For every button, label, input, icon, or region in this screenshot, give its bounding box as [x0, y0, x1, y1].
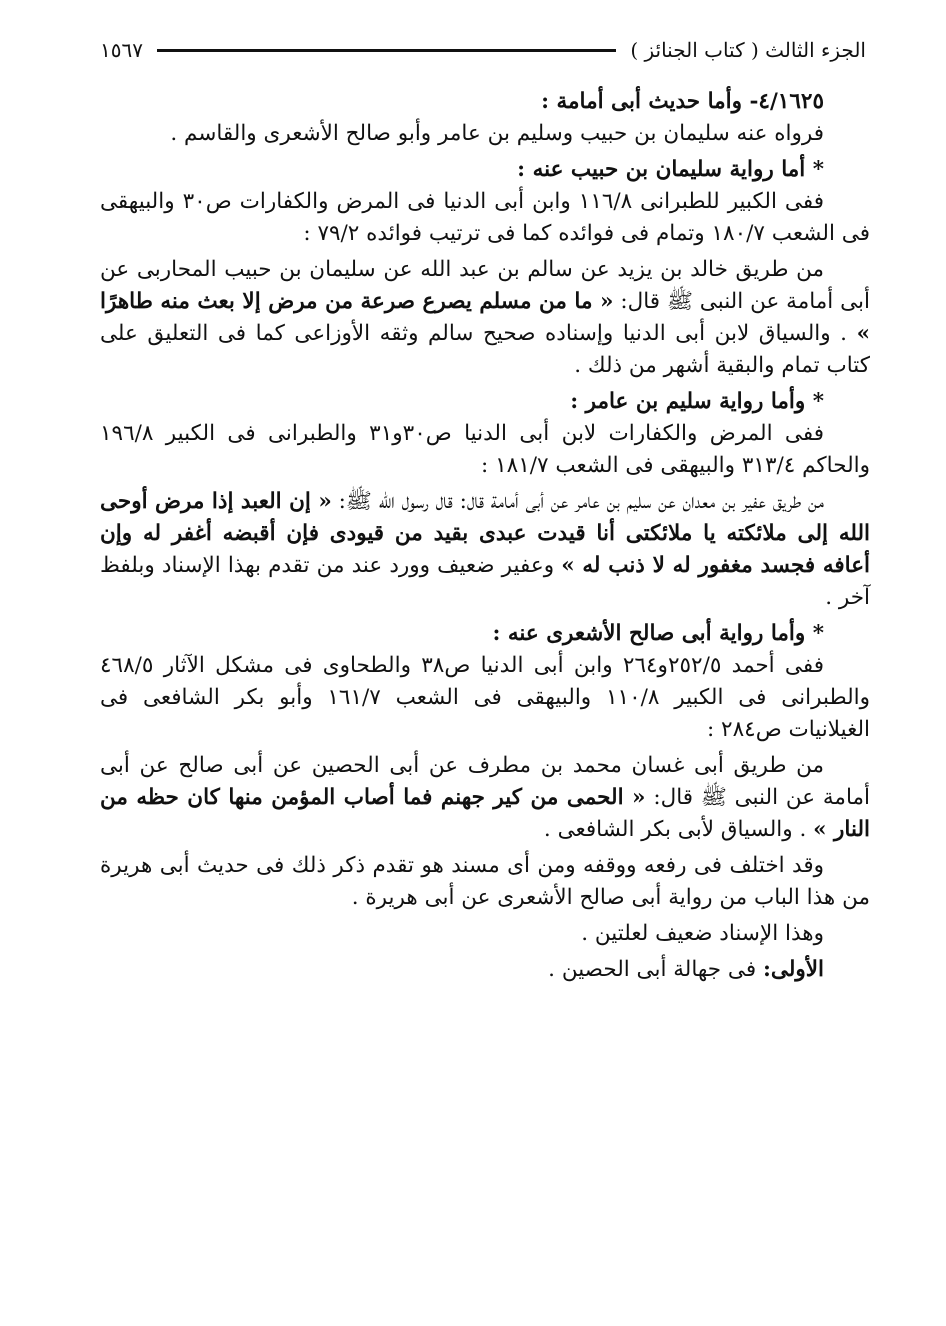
paragraph-text: فى جهالة أبى الحصين . [548, 957, 763, 982]
paragraph-text: من طريق خالد بن يزيد عن سالم بن عبد الله عن سليمان بن حبيب المحاربى عن أبى أمامة عن النبى ﷺ قال: [100, 257, 871, 314]
section-heading: * وأما رواية أبى صالح الأشعرى عنه : [492, 621, 824, 646]
paragraph-text: . والسياق لابن أبى الدنيا وإسناده صحيح سالم وثقه الأوزاعى كما فى التعليق على كتاب تمام والبقية أشهر من ذلك . [100, 321, 870, 378]
paragraph-text: من طريق أبى غسان محمد بن مطرف عن أبى الحصين عن أبى صالح عن أبى أمامة عن النبى ﷺ قال: [100, 753, 870, 810]
header-rule [157, 49, 616, 52]
section-heading: * أما رواية سليمان بن حبيب عنه : [517, 157, 824, 182]
paragraph: ففى المرض والكفارات لابن أبى الدنيا ص٣٠و٣١ والطبرانى فى الكبير ١٩٦/٨ والحاكم ٣١٣/٤ والبيهقى فى الشعب ١٨١/٧ : [100, 421, 870, 478]
paragraph: وقد اختلف فى رفعه ووقفه ومن أى مسند هو تقدم ذكر ذلك فى حديث أبى هريرة من هذا الباب من رواية أبى صالح الأشعرى عن أبى هريرة . [100, 853, 870, 910]
page-body [100, 86, 870, 990]
paragraph: وهذا الإسناد ضعيف لعلتين . [581, 921, 824, 946]
hadith-text: « إن العبد إذا مرض أوحى الله إلى ملائكته يا ملائكتى أنا قيدت عبدى بقيد من قيودى فإن أقبضه أغفر له وإن أعافه فجسد مغفور له لا ذنب له » [100, 489, 871, 578]
paragraph [100, 486, 870, 614]
paragraph: ففى أحمد ٢٥٢/٥و٢٦٤ وابن أبى الدنيا ص٣٨ والطحاوى فى مشكل الآثار ٤٦٨/٥ والطبرانى فى الكبير ١١٠/٨ والبيهقى فى الشعب ١٦١/٧ وأبو بكر الشافعى فى الغيلانيات ص٢٨٤ : [100, 653, 870, 742]
paragraph [100, 954, 870, 986]
paragraph-text: من طريق عفير بن معدان عن سليم بن عامر عن أبى أمامة قال: قال رسول الله ﷺ: [331, 489, 824, 514]
section-heading: * وأما رواية سليم بن عامر : [570, 389, 824, 414]
list-label: الأولى: [762, 957, 824, 982]
paragraph [100, 750, 870, 846]
paragraph-text: . والسياق لأبى بكر الشافعى . [543, 817, 814, 842]
running-title: الجزء الثالث ( كتاب الجنائز ) [630, 38, 866, 62]
paragraph: فرواه عنه سليمان بن حبيب وسليم بن عامر وأبو صالح الأشعرى والقاسم . [170, 121, 824, 146]
running-head [100, 30, 866, 70]
paragraph [100, 254, 870, 382]
page-number: ١٥٦٧ [100, 38, 143, 62]
section-heading: ٤/١٦٢٥- وأما حديث أبى أمامة : [541, 89, 824, 114]
hadith-text: « الحمى من كير جهنم فما أصاب المؤمن منها كان حظه من النار » [100, 785, 870, 842]
paragraph: ففى الكبير للطبرانى ١١٦/٨ وابن أبى الدنيا فى المرض والكفارات ص٣٠ والبيهقى فى الشعب ١٨٠/٧ وتمام فى فوائده كما فى ترتيب فوائده ٧٩/٢ : [100, 189, 870, 246]
hadith-text: « ما من مسلم يصرع صرعة من مرض إلا بعث منه طاهرًا » [100, 289, 870, 346]
paragraph-text: وعفير ضعيف وورد عند من تقدم بهذا الإسناد وبلفظ آخر . [100, 553, 870, 610]
